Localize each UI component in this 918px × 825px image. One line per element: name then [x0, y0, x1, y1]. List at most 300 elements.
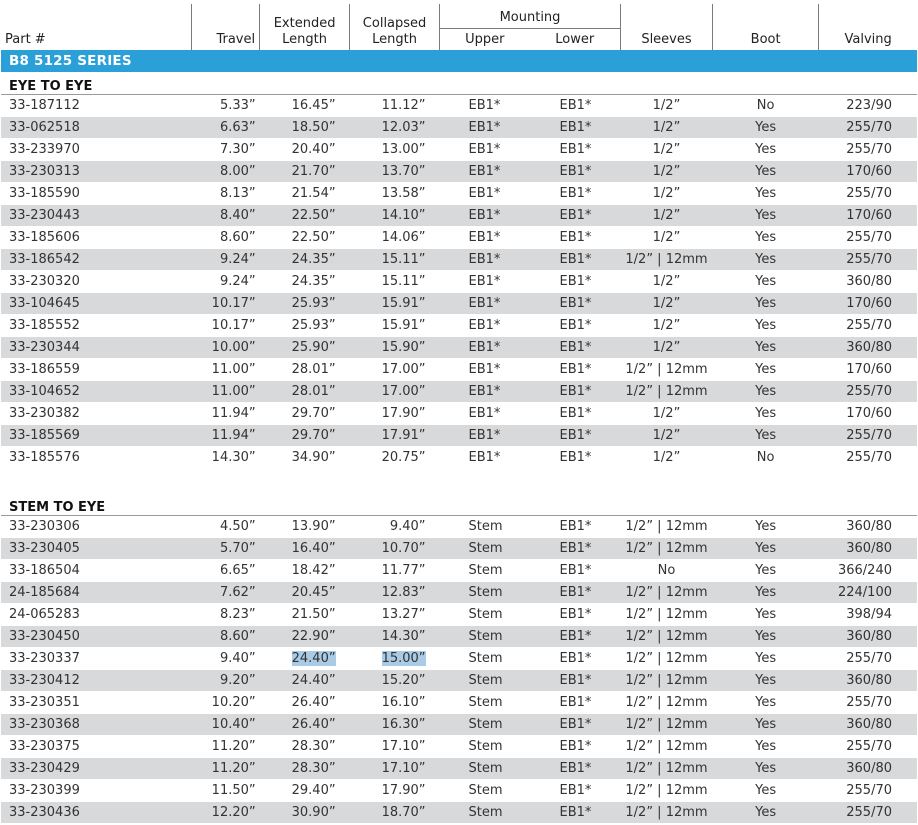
cell-text: 8.40”	[219, 208, 256, 223]
col-lower: Lower	[555, 32, 595, 47]
cell-valving	[819, 117, 917, 139]
cell-text: 33-230429	[9, 761, 80, 776]
cell-extended-length	[260, 117, 350, 139]
table-row	[1, 692, 917, 714]
cell-travel	[191, 802, 259, 824]
table-row	[1, 315, 917, 337]
cell-text: Yes	[755, 164, 777, 179]
cell-text: 1/2” | 12mm	[625, 252, 708, 267]
cell-travel	[191, 648, 259, 670]
cell-text: 33-185606	[9, 230, 80, 245]
cell-extended-length	[260, 516, 350, 538]
cell-text: 1/2” | 12mm	[625, 384, 708, 399]
cell-valving	[819, 582, 917, 604]
cell-sleeves	[620, 227, 712, 249]
cell-extended-length	[260, 227, 350, 249]
cell-valving	[819, 337, 917, 359]
cell-lower-mount	[529, 337, 620, 359]
cell-text: 8.13”	[219, 186, 256, 201]
cell-text: 33-230351	[9, 695, 80, 710]
cell-text: 18.50”	[291, 120, 336, 135]
cell-text: EB1*	[559, 208, 592, 223]
cell-text: EB1*	[559, 340, 592, 355]
cell-text: 10.70”	[381, 541, 426, 556]
cell-text: 11.20”	[211, 739, 256, 754]
cell-sleeves	[620, 582, 712, 604]
cell-text: Stem	[468, 805, 503, 820]
cell-text: 33-230412	[9, 673, 80, 688]
cell-text: 255/70	[846, 252, 892, 267]
cell-text: 25.93”	[291, 318, 336, 333]
cell-extended-length	[260, 780, 350, 802]
cell-sleeves	[620, 670, 712, 692]
cell-text: 360/80	[846, 519, 892, 534]
cell-text: 1/2” | 12mm	[625, 717, 708, 732]
cell-upper-mount	[440, 626, 530, 648]
cell-boot	[712, 139, 818, 161]
cell-valving	[819, 736, 917, 758]
cell-text: 1/2”	[652, 296, 681, 311]
header-spacer	[712, 4, 818, 29]
cell-extended-length	[260, 271, 350, 293]
cell-valving	[819, 447, 917, 469]
cell-travel	[191, 249, 259, 271]
cell-collapsed-length	[350, 648, 440, 670]
cell-lower-mount	[529, 560, 620, 582]
cell-travel	[191, 780, 259, 802]
cell-text: 255/70	[846, 186, 892, 201]
cell-sleeves	[620, 117, 712, 139]
cell-part-number	[1, 604, 191, 626]
cell-text: 170/60	[846, 208, 892, 223]
cell-text: 13.00”	[381, 142, 426, 157]
cell-text: 33-230443	[9, 208, 80, 223]
cell-text: 15.91”	[381, 318, 426, 333]
cell-text: 170/60	[846, 362, 892, 377]
cell-part-number	[1, 582, 191, 604]
cell-text: EB1*	[559, 164, 592, 179]
cell-text: 15.90”	[381, 340, 426, 355]
header-spacer	[1, 4, 191, 29]
cell-sleeves	[620, 249, 712, 271]
cell-text: EB1*	[559, 739, 592, 754]
cell-text: 255/70	[846, 142, 892, 157]
cell-text: 7.30”	[219, 142, 256, 157]
cell-sleeves	[620, 271, 712, 293]
cell-text: Yes	[755, 805, 777, 820]
cell-text: 360/80	[846, 761, 892, 776]
cell-text: EB1*	[468, 98, 501, 113]
cell-text: 18.70”	[381, 805, 426, 820]
section-row	[1, 493, 917, 516]
table-row	[1, 227, 917, 249]
cell-text: EB1*	[559, 761, 592, 776]
cell-upper-mount	[440, 692, 530, 714]
table-row	[1, 604, 917, 626]
cell-text: Yes	[755, 651, 777, 666]
cell-text: Yes	[755, 230, 777, 245]
cell-text: 1/2”	[652, 230, 681, 245]
cell-collapsed-length	[350, 161, 440, 183]
cell-text: 1/2” | 12mm	[625, 629, 708, 644]
cell-text: 1/2”	[652, 406, 681, 421]
cell-extended-length	[260, 381, 350, 403]
cell-boot	[712, 359, 818, 381]
cell-text: EB1*	[468, 384, 501, 399]
cell-text: 6.65”	[219, 563, 256, 578]
cell-text: 1/2”	[652, 340, 681, 355]
cell-text: Yes	[755, 519, 777, 534]
cell-text: 1/2”	[652, 450, 681, 465]
cell-text: EB1*	[559, 98, 592, 113]
cell-text: 11.77”	[381, 563, 426, 578]
cell-text: Yes	[755, 739, 777, 754]
table-row	[1, 560, 917, 582]
cell-text: Yes	[755, 761, 777, 776]
section-spacer	[1, 469, 917, 494]
cell-collapsed-length	[350, 183, 440, 205]
cell-lower-mount	[529, 359, 620, 381]
cell-travel	[191, 626, 259, 648]
cell-text: 1/2” | 12mm	[625, 695, 708, 710]
shock-spec-table	[1, 4, 917, 824]
cell-travel	[191, 670, 259, 692]
cell-boot	[712, 315, 818, 337]
cell-text: 1/2” | 12mm	[625, 783, 708, 798]
extended-line1: Extended	[273, 16, 336, 31]
table-row	[1, 403, 917, 425]
cell-text: EB1*	[559, 296, 592, 311]
cell-text: Yes	[755, 783, 777, 798]
cell-travel	[191, 183, 259, 205]
cell-lower-mount	[529, 139, 620, 161]
cell-collapsed-length	[350, 582, 440, 604]
cell-text: 22.50”	[291, 208, 336, 223]
cell-text: 8.60”	[219, 230, 256, 245]
cell-text: 24-065283	[9, 607, 80, 622]
table-row	[1, 425, 917, 447]
cell-text: Yes	[755, 695, 777, 710]
cell-boot	[712, 183, 818, 205]
cell-extended-length	[260, 802, 350, 824]
cell-extended-length	[260, 714, 350, 736]
cell-lower-mount	[529, 538, 620, 560]
cell-collapsed-length	[350, 516, 440, 538]
cell-part-number	[1, 403, 191, 425]
cell-lower-mount	[529, 692, 620, 714]
cell-collapsed-length	[350, 560, 440, 582]
cell-text: 360/80	[846, 673, 892, 688]
col-upper: Upper	[440, 29, 530, 51]
cell-extended-length	[260, 447, 350, 469]
table-row	[1, 139, 917, 161]
cell-text: 28.30”	[291, 761, 336, 776]
cell-collapsed-length	[350, 293, 440, 315]
cell-text: 33-230368	[9, 717, 80, 732]
cell-text: 1/2”	[652, 428, 681, 443]
cell-text: 1/2” | 12mm	[625, 673, 708, 688]
cell-text: 360/80	[846, 274, 892, 289]
cell-text: 33-104652	[9, 384, 80, 399]
cell-upper-mount	[440, 802, 530, 824]
cell-sleeves	[620, 648, 712, 670]
cell-text: 5.70”	[219, 541, 256, 556]
cell-sleeves	[620, 315, 712, 337]
cell-text: 1/2” | 12mm	[625, 651, 708, 666]
cell-boot	[712, 714, 818, 736]
cell-extended-length	[260, 692, 350, 714]
cell-text: 16.40”	[291, 541, 336, 556]
cell-text: 17.90”	[381, 406, 426, 421]
cell-sleeves	[620, 205, 712, 227]
cell-boot	[712, 780, 818, 802]
cell-text: Stem	[468, 717, 503, 732]
table-row	[1, 758, 917, 780]
cell-upper-mount	[440, 736, 530, 758]
cell-text: 33-230450	[9, 629, 80, 644]
cell-travel	[191, 293, 259, 315]
cell-text: 1/2” | 12mm	[625, 362, 708, 377]
cell-text: 1/2”	[652, 186, 681, 201]
cell-upper-mount	[440, 293, 530, 315]
cell-boot	[712, 117, 818, 139]
cell-travel	[191, 714, 259, 736]
cell-upper-mount	[440, 447, 530, 469]
cell-part-number	[1, 315, 191, 337]
cell-lower-mount	[529, 117, 620, 139]
cell-upper-mount	[440, 714, 530, 736]
cell-lower-mount	[529, 315, 620, 337]
cell-text: 29.70”	[291, 406, 336, 421]
cell-valving	[819, 139, 917, 161]
cell-sleeves	[620, 802, 712, 824]
cell-text: 255/70	[846, 695, 892, 710]
series-title: B8 5125 SERIES	[1, 50, 917, 72]
cell-valving	[819, 315, 917, 337]
cell-text: 255/70	[846, 120, 892, 135]
cell-text: 255/70	[846, 739, 892, 754]
cell-boot	[712, 692, 818, 714]
cell-collapsed-length	[350, 604, 440, 626]
cell-text: 1/2”	[652, 164, 681, 179]
cell-lower-mount	[529, 648, 620, 670]
table-row	[1, 183, 917, 205]
cell-text: Yes	[755, 428, 777, 443]
cell-text: 33-185576	[9, 450, 80, 465]
cell-text: 170/60	[846, 164, 892, 179]
cell-part-number	[1, 560, 191, 582]
cell-sleeves	[620, 516, 712, 538]
cell-lower-mount	[529, 626, 620, 648]
cell-valving	[819, 183, 917, 205]
cell-extended-length	[260, 403, 350, 425]
cell-collapsed-length	[350, 117, 440, 139]
cell-text: 20.75”	[381, 450, 426, 465]
cell-text: Yes	[755, 585, 777, 600]
cell-lower-mount	[529, 381, 620, 403]
cell-boot	[712, 604, 818, 626]
cell-part-number	[1, 117, 191, 139]
cell-text: 28.01”	[291, 384, 336, 399]
cell-text: 16.10”	[381, 695, 426, 710]
cell-text: Yes	[755, 384, 777, 399]
cell-text: 33-185569	[9, 428, 80, 443]
cell-part-number	[1, 425, 191, 447]
cell-collapsed-length	[350, 626, 440, 648]
cell-upper-mount	[440, 249, 530, 271]
cell-collapsed-length	[350, 425, 440, 447]
cell-valving	[819, 692, 917, 714]
cell-text: EB1*	[559, 783, 592, 798]
cell-lower-mount	[529, 161, 620, 183]
cell-text: 33-230344	[9, 340, 80, 355]
cell-text: No	[756, 450, 775, 465]
cell-extended-length	[260, 205, 350, 227]
cell-text: 33-230306	[9, 519, 80, 534]
cell-text: Yes	[755, 340, 777, 355]
cell-collapsed-length	[350, 337, 440, 359]
cell-extended-length	[260, 337, 350, 359]
table-header	[1, 4, 917, 50]
cell-text: 224/100	[837, 585, 892, 600]
cell-text: Yes	[755, 406, 777, 421]
cell-part-number	[1, 381, 191, 403]
cell-text: 33-185590	[9, 186, 80, 201]
cell-upper-mount	[440, 381, 530, 403]
cell-text: 360/80	[846, 717, 892, 732]
cell-text: 1/2”	[652, 318, 681, 333]
cell-upper-mount	[440, 117, 530, 139]
cell-text: 9.24”	[219, 252, 256, 267]
table-row	[1, 381, 917, 403]
cell-upper-mount	[440, 183, 530, 205]
cell-sleeves	[620, 381, 712, 403]
cell-part-number	[1, 780, 191, 802]
cell-text: EB1*	[559, 230, 592, 245]
cell-lower-mount	[529, 205, 620, 227]
table-row	[1, 802, 917, 824]
cell-travel	[191, 337, 259, 359]
cell-text: 255/70	[846, 450, 892, 465]
cell-text: 21.54”	[291, 186, 336, 201]
cell-text: 7.62”	[219, 585, 256, 600]
cell-text: 1/2” | 12mm	[625, 805, 708, 820]
cell-sleeves	[620, 560, 712, 582]
cell-upper-mount	[440, 780, 530, 802]
cell-collapsed-length	[350, 271, 440, 293]
collapsed-line1: Collapsed	[362, 16, 427, 31]
cell-text: 360/80	[846, 541, 892, 556]
cell-text: 26.40”	[291, 717, 336, 732]
cell-extended-length	[260, 560, 350, 582]
cell-collapsed-length	[350, 758, 440, 780]
cell-text: Yes	[755, 142, 777, 157]
cell-travel	[191, 315, 259, 337]
cell-text: 360/80	[846, 629, 892, 644]
cell-boot	[712, 337, 818, 359]
table-row	[1, 293, 917, 315]
cell-collapsed-length	[350, 714, 440, 736]
cell-text: EB1*	[559, 120, 592, 135]
cell-part-number	[1, 139, 191, 161]
cell-text: EB1*	[559, 695, 592, 710]
cell-extended-length	[260, 95, 350, 117]
cell-extended-length	[260, 736, 350, 758]
cell-text: EB1*	[559, 252, 592, 267]
cell-text: 33-230405	[9, 541, 80, 556]
cell-text: 17.91”	[381, 428, 426, 443]
cell-travel	[191, 516, 259, 538]
cell-valving	[819, 538, 917, 560]
section-eye-to-eye: EYE TO EYE	[1, 72, 917, 95]
cell-sleeves	[620, 359, 712, 381]
cell-text: EB1*	[468, 164, 501, 179]
cell-collapsed-length	[350, 538, 440, 560]
cell-extended-length	[260, 604, 350, 626]
cell-upper-mount	[440, 670, 530, 692]
cell-text: 255/70	[846, 805, 892, 820]
cell-travel	[191, 381, 259, 403]
cell-valving	[819, 604, 917, 626]
cell-travel	[191, 139, 259, 161]
col-valving: Valving	[819, 29, 917, 51]
cell-collapsed-length	[350, 692, 440, 714]
cell-text: EB1*	[468, 406, 501, 421]
cell-valving	[819, 293, 917, 315]
cell-extended-length	[260, 161, 350, 183]
cell-collapsed-length	[350, 249, 440, 271]
cell-sleeves	[620, 626, 712, 648]
cell-text: Stem	[468, 607, 503, 622]
table-row	[1, 582, 917, 604]
cell-text: Stem	[468, 585, 503, 600]
cell-lower-mount	[529, 183, 620, 205]
table-row	[1, 736, 917, 758]
cell-lower-mount	[529, 758, 620, 780]
header-spacer	[191, 4, 259, 29]
cell-upper-mount	[440, 359, 530, 381]
cell-text: EB1*	[559, 563, 592, 578]
cell-lower-mount	[529, 582, 620, 604]
cell-text: 8.23”	[219, 607, 256, 622]
cell-text: 255/70	[846, 384, 892, 399]
cell-part-number	[1, 648, 191, 670]
cell-valving	[819, 403, 917, 425]
cell-text: 12.20”	[211, 805, 256, 820]
col-boot: Boot	[712, 29, 818, 51]
cell-boot	[712, 736, 818, 758]
cell-text: 398/94	[846, 607, 892, 622]
cell-valving	[819, 161, 917, 183]
cell-lower-mount	[529, 714, 620, 736]
cell-text: EB1*	[559, 585, 592, 600]
cell-text: 33-104645	[9, 296, 80, 311]
collapsed-line2: Length	[372, 32, 417, 47]
cell-valving	[819, 249, 917, 271]
table-row	[1, 538, 917, 560]
cell-collapsed-length	[350, 205, 440, 227]
cell-text: 24.35”	[291, 274, 336, 289]
cell-text: 29.40”	[291, 783, 336, 798]
cell-text: 11.00”	[211, 384, 256, 399]
cell-sleeves	[620, 758, 712, 780]
cell-upper-mount	[440, 403, 530, 425]
cell-text: 25.90”	[291, 340, 336, 355]
table-row	[1, 359, 917, 381]
cell-part-number	[1, 293, 191, 315]
cell-travel	[191, 538, 259, 560]
table-row	[1, 117, 917, 139]
